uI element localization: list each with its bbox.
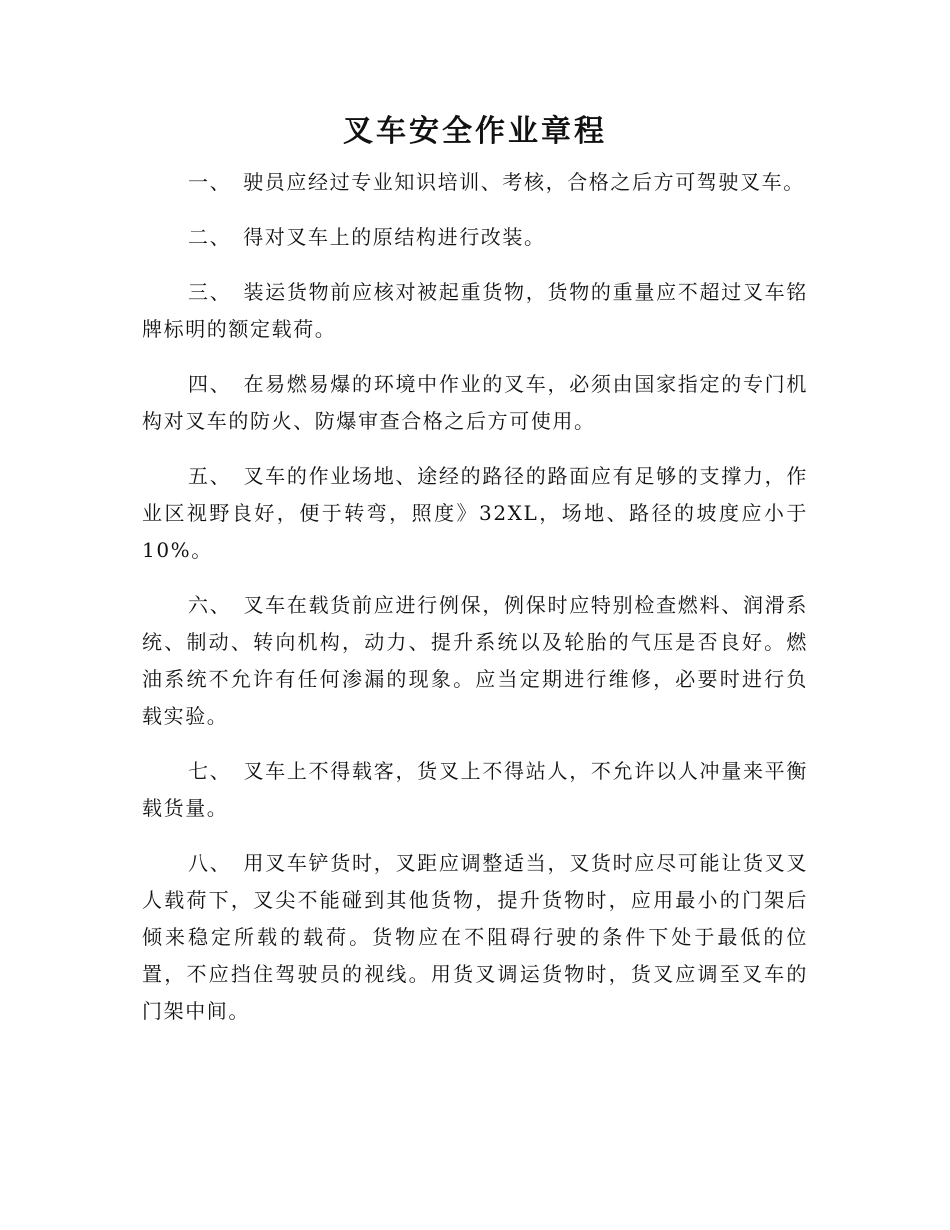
paragraph-number: 一、 bbox=[188, 170, 232, 194]
paragraph-6 bbox=[142, 587, 808, 735]
paragraph-8 bbox=[142, 845, 808, 1030]
document-body bbox=[142, 164, 808, 1048]
paragraph-text: 叉车上不得载客，货叉上不得站人，不允许以人冲量来平衡载货量。 bbox=[142, 759, 808, 820]
paragraph-text: 叉车在载货前应进行例保，例保时应特别检查燃料、润滑系统、制动、转向机构，动力、提升系统以及轮胎的气压是否良好。燃油系统不允许有任何渗漏的现象。应当定期进行维修，必要时进行负载实验。 bbox=[142, 593, 808, 728]
paragraph-5 bbox=[142, 458, 808, 569]
paragraph-number: 六、 bbox=[188, 593, 232, 617]
paragraph-number: 五、 bbox=[188, 464, 232, 488]
paragraph-text: 装运货物前应核对被起重货物，货物的重量应不超过叉车铭牌标明的额定载荷。 bbox=[142, 280, 808, 341]
paragraph-2 bbox=[142, 219, 808, 256]
paragraph-text: 在易燃易爆的环境中作业的叉车，必须由国家指定的专门机构对叉车的防火、防爆审查合格之后方可使用。 bbox=[142, 372, 808, 433]
paragraph-1 bbox=[142, 164, 808, 201]
paragraph-4 bbox=[142, 366, 808, 440]
paragraph-number: 八、 bbox=[188, 851, 232, 875]
paragraph-text: 叉车的作业场地、途经的路径的路面应有足够的支撑力，作业区视野良好，便于转弯，照度》32XL，场地、路径的坡度应小于10%。 bbox=[142, 464, 808, 562]
paragraph-text: 得对叉车上的原结构进行改装。 bbox=[243, 225, 546, 249]
paragraph-number: 二、 bbox=[188, 225, 232, 249]
paragraph-number: 四、 bbox=[188, 372, 232, 396]
paragraph-number: 七、 bbox=[188, 759, 232, 783]
paragraph-3 bbox=[142, 274, 808, 348]
document-title: 叉车安全作业章程 bbox=[343, 114, 607, 149]
paragraph-7 bbox=[142, 753, 808, 827]
paragraph-text: 用叉车铲货时，叉距应调整适当，叉货时应尽可能让货叉叉人载荷下，叉尖不能碰到其他货物，提升货物时，应用最小的门架后倾来稳定所载的载荷。货物应在不阻碍行驶的条件下处于最低的位置，不应挡住驾驶员的视线。用货叉调运货物时，货叉应调至叉车的门架中间。 bbox=[142, 851, 808, 1023]
paragraph-text: 驶员应经过专业知识培训、考核，合格之后方可驾驶叉车。 bbox=[243, 170, 805, 194]
paragraph-number: 三、 bbox=[188, 280, 232, 304]
